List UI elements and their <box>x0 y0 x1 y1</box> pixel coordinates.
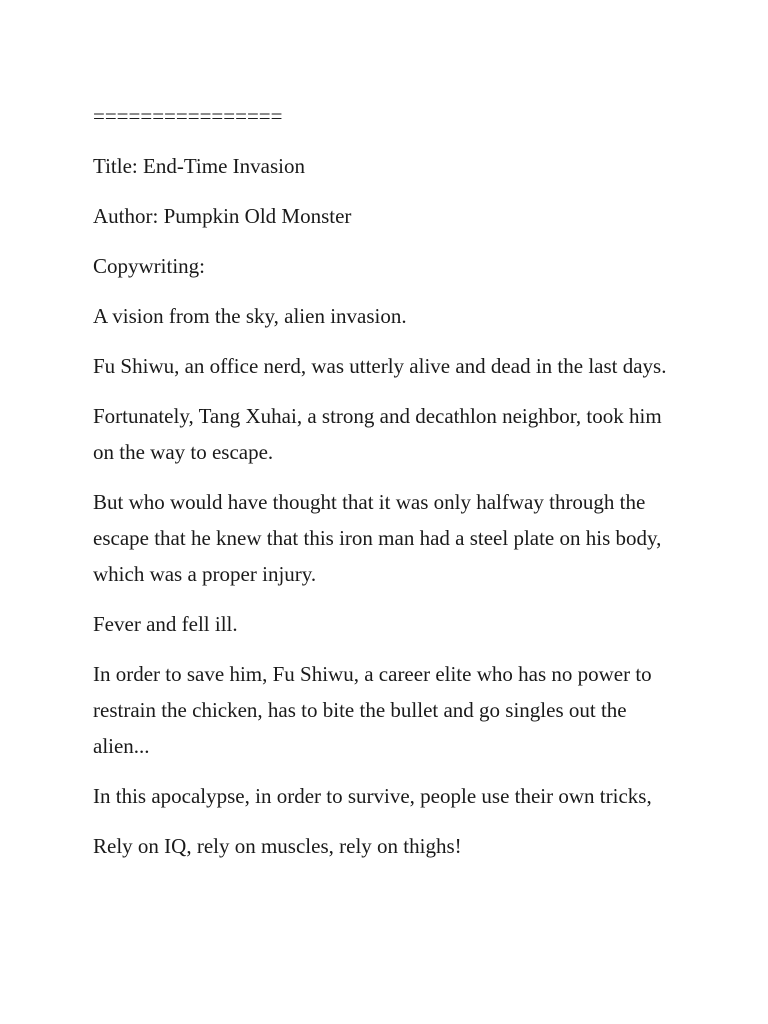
separator-line: ================ <box>93 104 283 128</box>
paragraph: A vision from the sky, alien invasion. <box>93 304 407 328</box>
paragraph: In this apocalypse, in order to survive, people use their own tricks, <box>93 784 652 808</box>
paragraph: Fever and fell ill. <box>93 612 238 636</box>
copywriting-label: Copywriting: <box>93 254 206 278</box>
title-line: Title: End-Time Invasion <box>93 154 305 178</box>
author-line: Author: Pumpkin Old Monster <box>93 204 352 228</box>
paragraph: Rely on IQ, rely on muscles, rely on thighs! <box>93 834 462 858</box>
paragraph: Fortunately, Tang Xuhai, a strong and decathlon neighbor, took him on the way to escape. <box>93 404 662 464</box>
paragraph: But who would have thought that it was only halfway through the escape that he knew that this iron man had a steel plate on his body, which was a proper injury. <box>93 490 662 586</box>
paragraph: In order to save him, Fu Shiwu, a career elite who has no power to restrain the chicken, has to bite the bullet and go singles out the alien... <box>93 662 652 758</box>
paragraph: Fu Shiwu, an office nerd, was utterly alive and dead in the last days. <box>93 354 667 378</box>
